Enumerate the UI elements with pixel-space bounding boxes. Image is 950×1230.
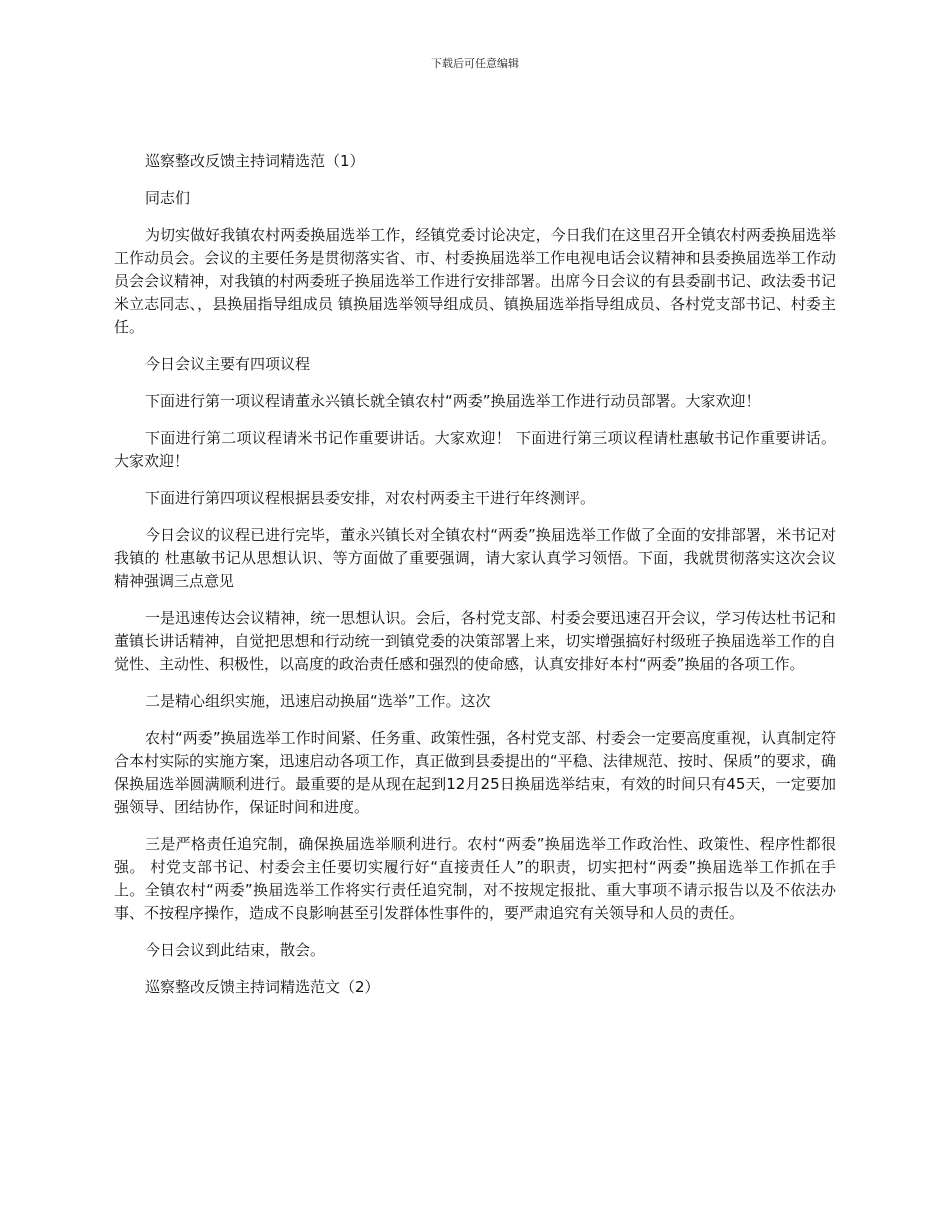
paragraph-intro: 为切实做好我镇农村两委换届选举工作，经镇党委讨论决定，今日我们在这里召开全镇农村两委换届选举工作动员会。会议的主要任务是贯彻落实省、市、村委换届选举工作电视电话会议精神和县委换届选举工作动员会会议精神，对我镇的村两委班子换届选举工作进行安排部署。出席今日会议的有县委副书记、政法委书记米立志同志、，县换届指导组成员 镇换届选举领导组成员、镇换届选举指导组成员、各村党支部书记、村委主任。 (114, 226, 836, 336)
page-header-note: 下载后可任意编辑 (431, 57, 519, 70)
paragraph-point-2-detail: 农村“两委”换届选举工作时间紧、任务重、政策性强，各村党支部、村委会一定要高度重视，认真制定符合本村实际的实施方案，迅速启动各项工作，真正做到县委提出的“平稳、法律规范、按时、保质”的要求，确保换届选举圆满顺利进行。最重要的是从现在起到12月25日换届选举结束，有效的时间只有45天，一定要加强领导、团结协作，保证时间和进度。 (114, 729, 836, 816)
section-title-1: 巡察整改反馈主持词精选范（1） (145, 152, 365, 170)
paragraph-point-1: 一是迅速传达会议精神，统一思想认识。会后，各村党支部、村委会要迅速召开会议，学习传达杜书记和董镇长讲话精神，自觉把思想和行动统一到镇党委的决策部署上来，切实增强搞好村级班子换届选举工作的自觉性、主动性、积极性，以高度的政治责任感和强烈的使命感，认真安排好本村“两委”换届的各项工作。 (114, 609, 836, 673)
section-title-2: 巡察整改反馈主持词精选范文（2） (145, 978, 380, 996)
paragraph-closing: 今日会议到此结束，散会。 (145, 941, 326, 959)
paragraph-agenda: 今日会议主要有四项议程 (145, 355, 311, 373)
paragraph-point-2: 二是精心组织实施，迅速启动换届“选举”工作。这次 (145, 692, 491, 710)
paragraph-agenda-item-4: 下面进行第四项议程根据县委安排，对农村两委主干进行年终测评。 (145, 489, 596, 507)
paragraph-agenda-item-2-3: 下面进行第二项议程请米书记作重要讲话。大家欢迎！ 下面进行第三项议程请杜惠敏书记作重要讲话。大家欢迎！ (114, 429, 836, 470)
salutation: 同志们 (145, 189, 191, 207)
paragraph-agenda-item-1: 下面进行第一项议程请董永兴镇长就全镇农村“两委”换届选举工作进行动员部署。大家欢迎！ (145, 392, 761, 410)
document-body (114, 150, 836, 1013)
paragraph-point-3: 三是严格责任追究制，确保换届选举顺利进行。农村“两委”换届选举工作政治性、政策性、程序性都很强。 村党支部书记、村委会主任要切实履行好“直接责任人”的职责，切实把村“两委”换届选举工作抓在手上。全镇农村“两委”换届选举工作将实行责任追究制，对不按规定报批、重大事项不请示报告以及不依法办事、不按程序操作，造成不良影响甚至引发群体性事件的，要严肃追究有关领导和人员的责任。 (114, 835, 836, 922)
paragraph-summary: 今日会议的议程已进行完毕，董永兴镇长对全镇农村“两委”换届选举工作做了全面的安排部署，米书记对我镇的 杜惠敏书记从思想认识、等方面做了重要强调，请大家认真学习领悟。下面，我就贯彻落实这次会议精神强调三点意见 (114, 526, 836, 590)
